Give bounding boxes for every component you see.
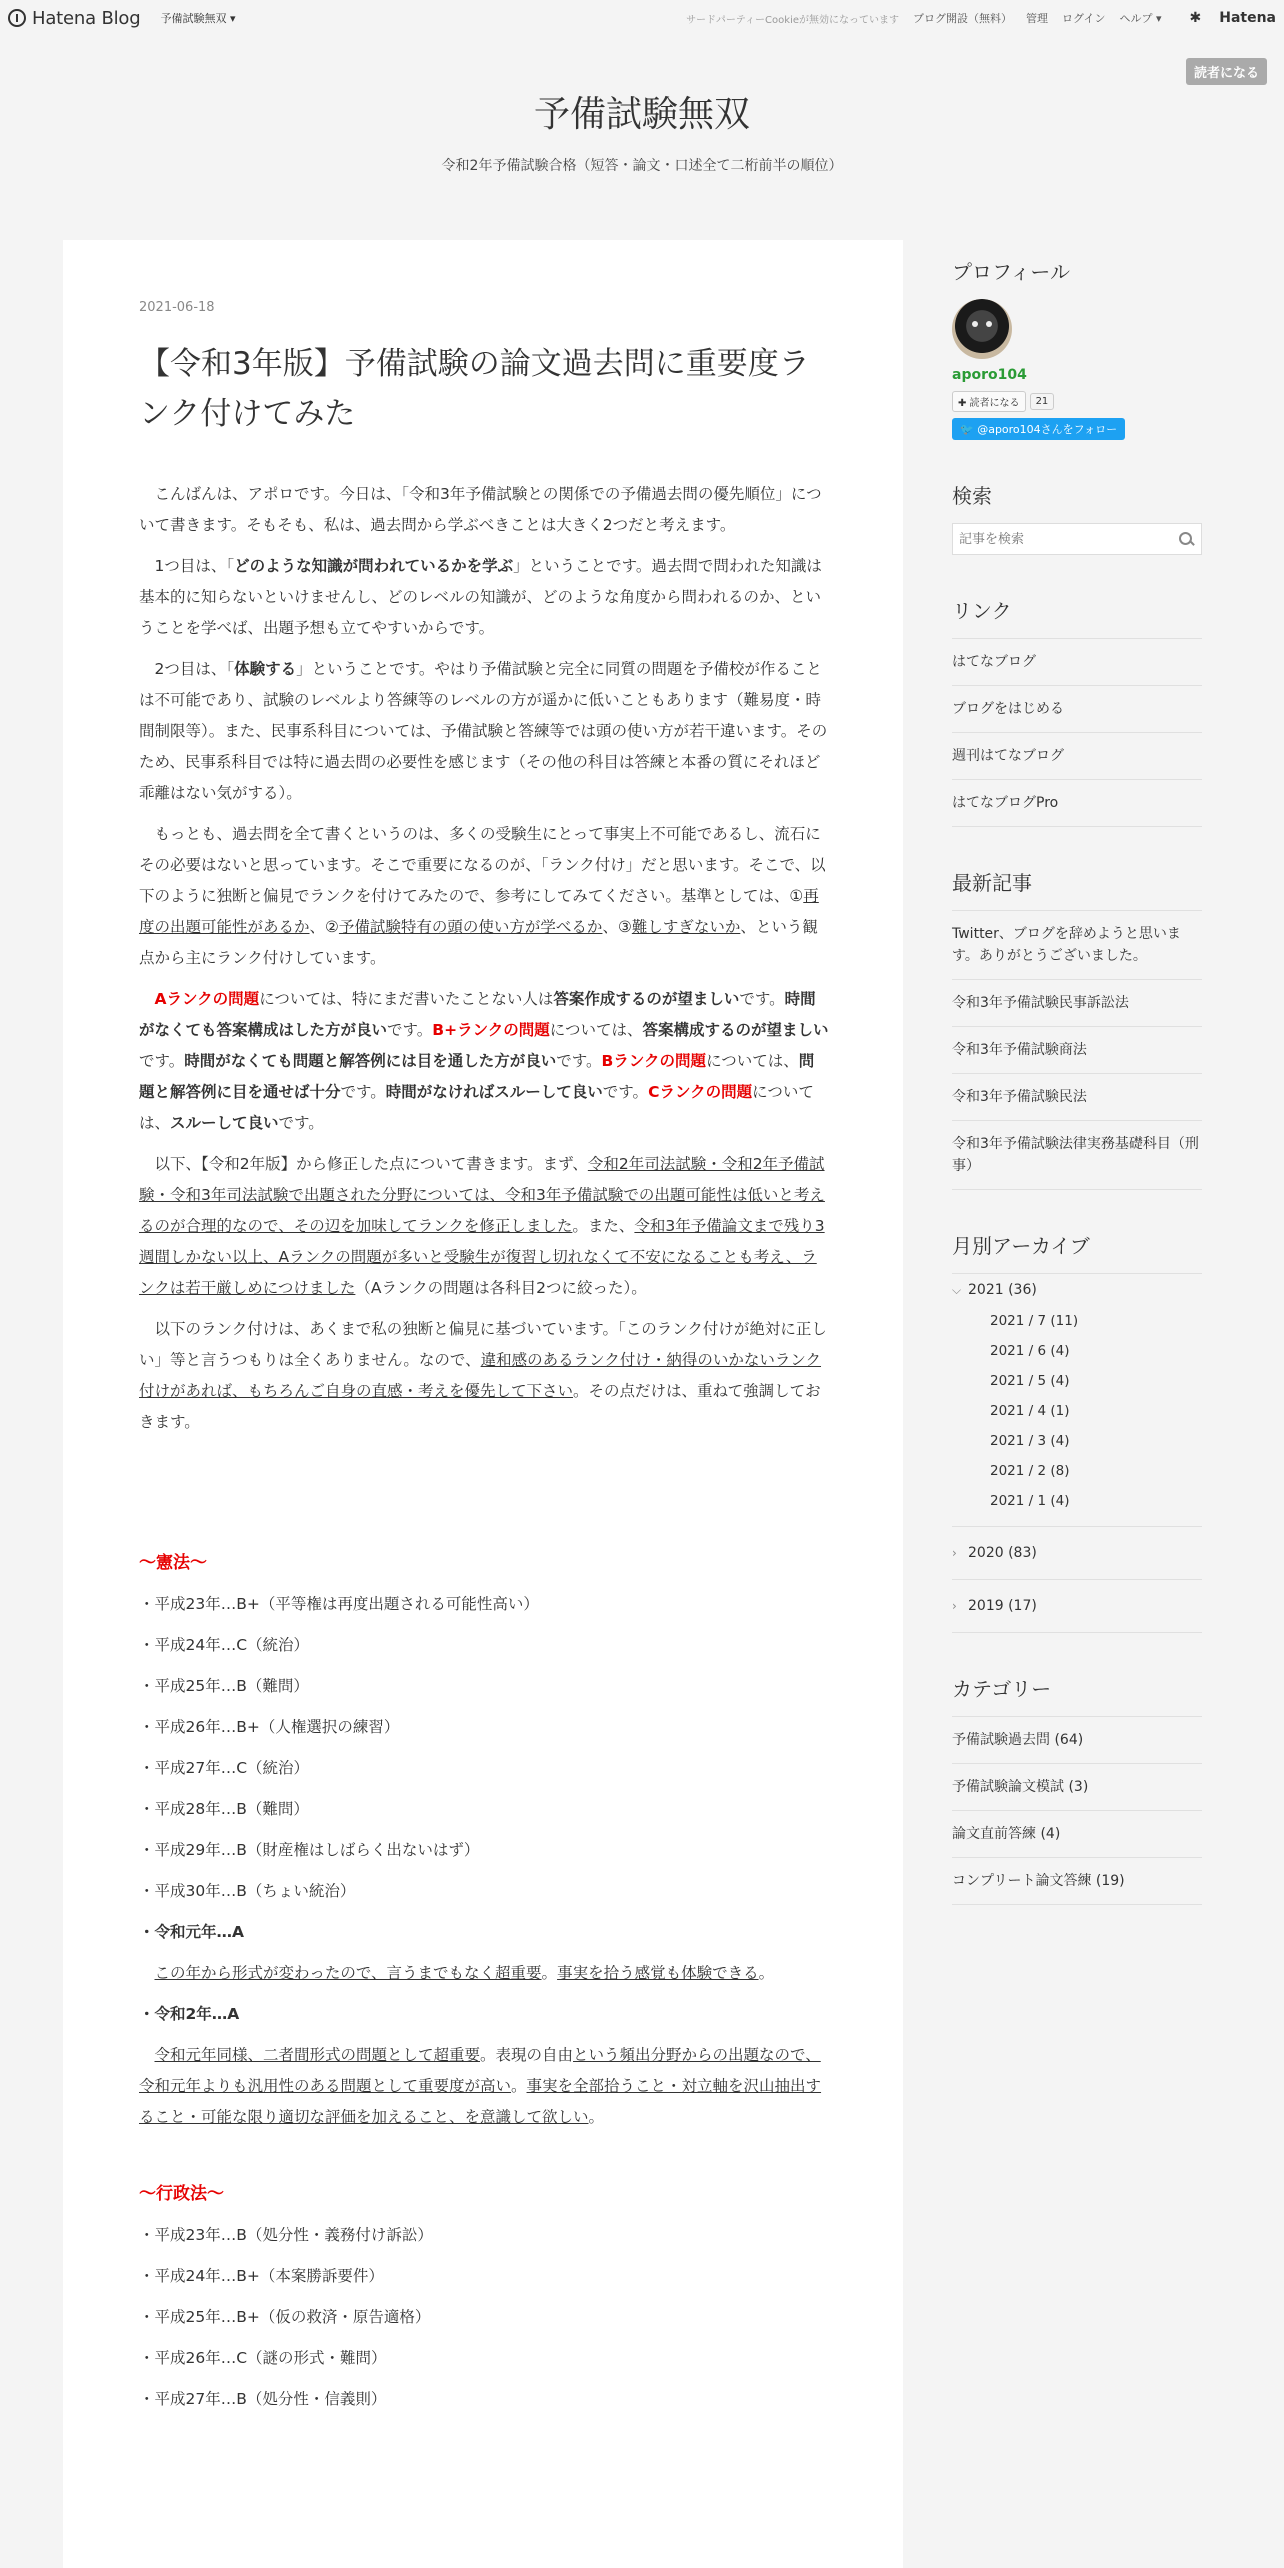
profile-name[interactable]: aporo104 <box>952 367 1027 383</box>
search-module <box>952 480 1202 555</box>
link-item[interactable]: はてなブログPro <box>952 780 1202 827</box>
list-item: ・平成26年…B+（人権選択の練習） <box>139 1718 400 1736</box>
article <box>139 300 829 2425</box>
paragraph: 2つ目は、「体験する」ということです。やはり予備試験と完全に同質の問題を予備校が作ることは不可能であり、試験のレベルより答練等のレベルの方が遥かに低いこともあります（難易度・時間制限等）。また、民事系科目については、予備試験と答練等では頭の使い方が若干違います。そのため、民事系科目では特に過去問の必要性を感じます（その他の科目は答練と本番の質にそれほど乖離はない気がする）。 <box>139 660 828 802</box>
module-title: リンク <box>952 599 1012 623</box>
hatena-logo-icon <box>8 9 26 27</box>
archive-month[interactable]: 2021 / 3 (4) <box>990 1433 1070 1449</box>
archive-month[interactable]: 2021 / 2 (8) <box>990 1463 1070 1479</box>
list-item: ・令和2年…A <box>139 2005 240 2023</box>
archive-month[interactable]: 2021 / 5 (4) <box>990 1373 1070 1389</box>
search-icon[interactable] <box>1179 532 1193 546</box>
profile-module <box>952 256 1202 440</box>
login-link[interactable]: ログイン <box>1062 12 1106 25</box>
paragraph: もっとも、過去問を全て書くというのは、多くの受験生にとって事実上不可能であるし、流石にその必要はないと思っています。そこで重要になるのが、「ランク付け」だと思います。そこで、以下のように独断と偏見でランクを付けてみたので、参考にしてみてください。基準としては、①再度の出題可能性があるか、②予備試験特有の頭の使い方が学べるか、③難しすぎないか、という観点から主にランク付けしています。 <box>139 825 826 967</box>
category-item[interactable]: 論文直前答練 (4) <box>952 1811 1202 1858</box>
list-item: ・平成23年…B+（平等権は再度出題される可能性高い） <box>139 1595 539 1613</box>
paragraph: 1つ目は、「どのような知識が問われているかを学ぶ」ということです。過去問で問われた知識は基本的に知らないといけませんし、どのレベルの知識が、どのような角度から問われるのか、ということを学べば、出題予想も立てやすいからです。 <box>139 557 822 637</box>
list-item: ・平成29年…B（財産権はしばらく出ないはず） <box>139 1841 480 1859</box>
link-item[interactable]: 週刊はてなブログ <box>952 733 1202 780</box>
reader-count[interactable]: 21 <box>1030 393 1055 410</box>
paragraph: 以下のランク付けは、あくまで私の独断と偏見に基づいています。「このランク付けが絶対に正しい」等と言うつもりは全くありません。なので、違和感のあるランク付け・納得のいかないランク付けがあれば、もちろんご自身の直感・考えを優先して下さい。その点だけは、重ねて強調しておきます。 <box>139 1320 827 1431</box>
list-item: ・平成24年…B+（本案勝訴要件） <box>139 2267 384 2285</box>
list-item: ・平成27年…C（統治） <box>139 1759 310 1777</box>
recent-entry[interactable]: 令和3年予備試験民法 <box>952 1074 1202 1121</box>
paragraph: この年から形式が変わったので、言うまでもなく超重要。事実を拾う感覚も体験できる。 <box>154 1964 775 1982</box>
archive-month[interactable]: 2021 / 7 (11) <box>990 1313 1079 1329</box>
module-title: カテゴリー <box>952 1677 1052 1701</box>
blog-description: 令和2年予備試験合格（短答・論文・口述全て二桁前半の順位） <box>441 158 843 174</box>
hatena-blog-logo[interactable] <box>8 8 140 29</box>
subscribe-button[interactable]: 読者になる <box>1186 58 1267 85</box>
rank-explanation: Aランクの問題については、特にまだ書いたことない人は答案作成するのが望ましいです。時間がなくても答案構成はした方が良いです。B+ランクの問題については、答案構成するのが望ましいです。時間がなくても問題と解答例には目を通した方が良いです。Bランクの問題については、問題と解答例に目を通せば十分です。時間がなければスルーして良いです。Cランクの問題については、スルーして良いです。 <box>139 990 829 1132</box>
list-item: ・平成30年…B（ちょい統治） <box>139 1882 356 1900</box>
blog-title-area <box>0 86 1284 175</box>
list-item: ・平成27年…B（処分性・信義則） <box>139 2390 387 2408</box>
list-item: ・平成23年…B（処分性・義務付け訴訟） <box>139 2226 433 2244</box>
search-box <box>952 523 1202 555</box>
list-item: ・平成24年…C（統治） <box>139 1636 310 1654</box>
link-item[interactable]: はてなブログ <box>952 639 1202 686</box>
sidebar <box>952 240 1202 1945</box>
category-item[interactable]: 予備試験過去問 (64) <box>952 1717 1202 1764</box>
list-item: ・平成26年…C（謎の形式・難問） <box>139 2349 387 2367</box>
global-header <box>0 0 1284 36</box>
category-item[interactable]: コンプリート論文答練 (19) <box>952 1858 1202 1905</box>
category-module <box>952 1673 1202 1905</box>
twitter-follow-button[interactable]: 🐦 @aporo104さんをフォロー <box>952 418 1125 440</box>
blog-menu[interactable]: 予備試験無双 ▾ <box>160 12 236 25</box>
archive-month[interactable]: 2021 / 4 (1) <box>990 1403 1070 1419</box>
article-title[interactable]: 【令和3年版】予備試験の論文過去問に重要度ランク付けてみた <box>139 346 810 432</box>
blog-title[interactable]: 予備試験無双 <box>533 94 750 135</box>
paragraph: 令和元年同様、二者間形式の問題として超重要。表現の自由という頻出分野からの出題なので、令和元年よりも汎用性のある問題として重要度が高い。事実を全部拾うこと・対立軸を沢山抽出すること・可能な限り適切な評価を加えること、を意識して欲しい。 <box>139 2046 822 2126</box>
chevron-right-icon[interactable]: › <box>952 1599 957 1613</box>
module-title: 月別アーカイブ <box>952 1234 1090 1258</box>
open-blog-link[interactable]: ブログ開設（無料） <box>913 12 1013 25</box>
archive-year-2019[interactable]: › 2019 (17) <box>952 1598 1037 1614</box>
archive-year-2021[interactable]: ⌵ 2021 (36) <box>952 1282 1037 1298</box>
chevron-right-icon[interactable]: › <box>952 1546 957 1560</box>
archive-month[interactable]: 2021 / 6 (4) <box>990 1343 1070 1359</box>
logo-text: Hatena Blog <box>32 7 141 29</box>
section-heading-kenpo: 〜憲法〜 <box>139 1553 207 1573</box>
article-date[interactable]: 2021-06-18 <box>139 300 215 315</box>
links-module <box>952 595 1202 827</box>
list-item: ・令和元年…A <box>139 1923 244 1941</box>
subscribe-reader-button[interactable]: ✚ 読者になる <box>952 391 1026 412</box>
paragraph: こんばんは、アポロです。今日は、「令和3年予備試験との関係での予備過去問の優先順位」について書きます。そもそも、私は、過去問から学ぶべきことは大きく2つだと考えます。 <box>139 485 822 534</box>
article-body <box>139 479 829 2415</box>
list-item: ・平成28年…B（難問） <box>139 1800 309 1818</box>
module-title: 最新記事 <box>952 871 1032 895</box>
recent-entry[interactable]: 令和3年予備試験法律実務基礎科目（刑事） <box>952 1121 1202 1190</box>
paragraph: 以下、【令和2年版】から修正した点について書きます。まず、令和2年司法試験・令和2年予備試験・令和3年司法試験で出題された分野については、令和3年予備試験での出題可能性は低いと考えるのが合理的なので、その辺を加味してランクを修正しました。また、令和3年予備論文まで残り3週間しかない以上、Aランクの問題が多いと受験生が復習し切れなくて不安になることも考え、ランクは若干厳しめにつけました（Aランクの問題は各科目2つに絞った）。 <box>139 1155 825 1297</box>
hatena-star-icon: ✱ <box>1189 10 1202 26</box>
help-menu[interactable]: ヘルプ ▾ <box>1119 12 1162 25</box>
link-item[interactable]: ブログをはじめる <box>952 686 1202 733</box>
recent-entry[interactable]: 令和3年予備試験民事訴訟法 <box>952 980 1202 1027</box>
avatar[interactable] <box>952 299 1012 359</box>
search-input[interactable] <box>953 531 1179 548</box>
archive-module <box>952 1230 1202 1633</box>
section-heading-gyosei: 〜行政法〜 <box>139 2184 224 2204</box>
hatena-menu[interactable]: ✱ Hatena <box>1189 10 1276 26</box>
archive-year-2020[interactable]: › 2020 (83) <box>952 1545 1037 1561</box>
module-title: 検索 <box>952 484 992 508</box>
chevron-down-icon[interactable]: ⌵ <box>952 1282 962 1297</box>
recent-entries-module <box>952 867 1202 1190</box>
twitter-icon: 🐦 <box>960 423 974 436</box>
archive-month[interactable]: 2021 / 1 (4) <box>990 1493 1070 1509</box>
list-item: ・平成25年…B（難問） <box>139 1677 309 1695</box>
cookie-notice[interactable]: サードパーティーCookieが無効になっています <box>686 14 900 26</box>
category-item[interactable]: 予備試験論文模試 (3) <box>952 1764 1202 1811</box>
list-item: ・平成25年…B+（仮の救済・原告適格） <box>139 2308 431 2326</box>
module-title: プロフィール <box>952 260 1070 284</box>
recent-entry[interactable]: Twitter、ブログを辞めようと思います。ありがとうございました。 <box>952 911 1202 980</box>
admin-link[interactable]: 管理 <box>1026 12 1049 25</box>
recent-entry[interactable]: 令和3年予備試験商法 <box>952 1027 1202 1074</box>
main-column <box>63 240 903 2568</box>
